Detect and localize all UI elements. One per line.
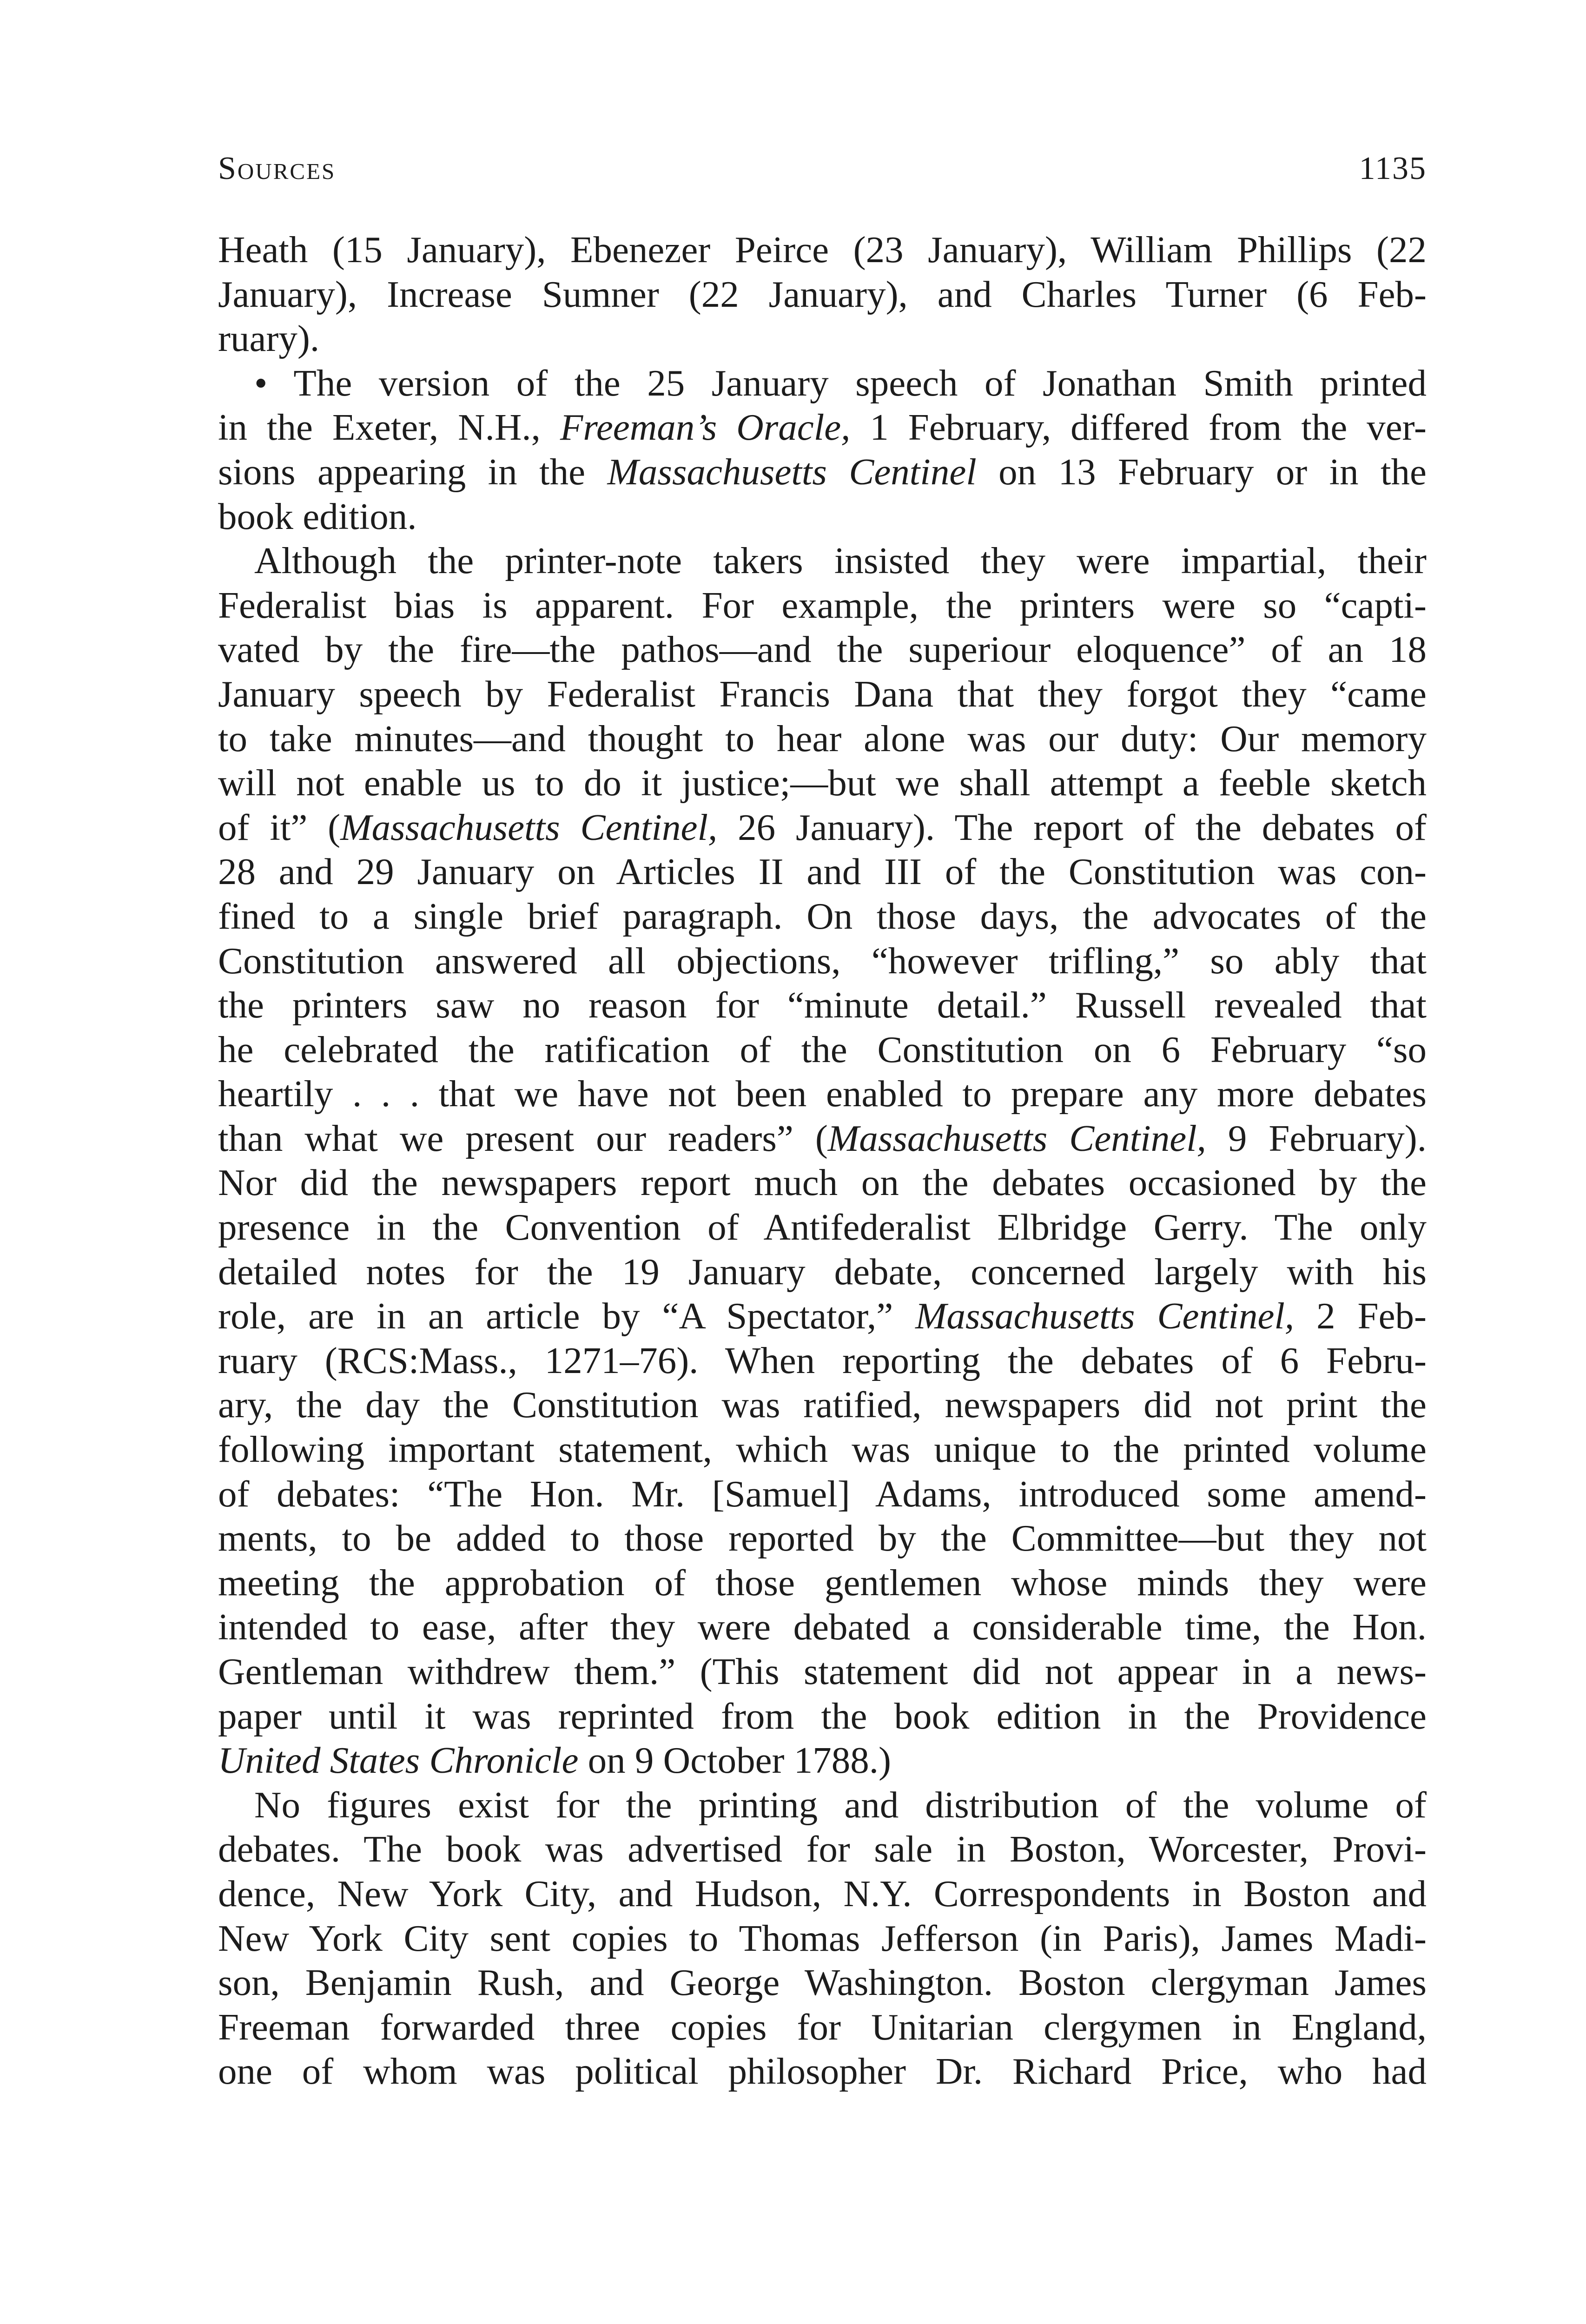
text-line: No figures exist for the printing and distribution of the volume of — [254, 1783, 1427, 1826]
text-line: Heath (15 January), Ebenezer Peirce (23 January), William Phillips (22 — [218, 229, 1427, 271]
text-line: fined to a single brief paragraph. On those days, the advocates of the — [218, 895, 1427, 937]
text-line: to take minutes—and thought to hear alone was our duty: Our memory — [218, 717, 1427, 759]
text-line: meeting the approbation of those gentlemen whose minds they were — [218, 1561, 1427, 1604]
text-line: ruary). — [218, 317, 320, 360]
text-line: Constitution answered all objections, “however trifling,” so ably that — [218, 939, 1427, 982]
text-line: the printers saw no reason for “minute detail.” Russell revealed that — [218, 984, 1427, 1026]
text-line: Federalist bias is apparent. For example, the printers were so “capti- — [218, 584, 1427, 626]
text-line: sions appearing in the Massachusetts Centinel on 13 February or in the — [218, 450, 1427, 493]
italic-title: Massachusetts Centinel, — [827, 1117, 1206, 1159]
text-line: January), Increase Sumner (22 January), and Charles Turner (6 Feb- — [218, 273, 1427, 315]
text-line: intended to ease, after they were debated a considerable time, the Hon. — [218, 1606, 1427, 1648]
page-number: 1135 — [1359, 151, 1427, 186]
text-line: United States Chronicle on 9 October 1788.) — [218, 1739, 892, 1782]
running-title: Sources — [218, 151, 336, 186]
italic-title: Massachusetts Centinel — [607, 450, 977, 493]
text-line: in the Exeter, N.H., Freeman’s Oracle, 1 February, differed from the ver- — [218, 406, 1427, 449]
text-line: vated by the fire—the pathos—and the superiour eloquence” of an 18 — [218, 628, 1427, 671]
text-line: one of whom was political philosopher Dr. Richard Price, who had — [218, 2050, 1427, 2093]
text-line: son, Benjamin Rush, and George Washington. Boston clergyman James — [218, 1961, 1427, 2004]
text-line: of it” (Massachusetts Centinel, 26 January). The report of the debates of — [218, 806, 1427, 848]
text-line: presence in the Convention of Antifederalist Elbridge Gerry. The only — [218, 1206, 1427, 1248]
text-line: paper until it was reprinted from the book edition in the Providence — [218, 1695, 1427, 1737]
italic-title: Massachusetts Centinel, — [340, 806, 718, 848]
text-line: debates. The book was advertised for sale in Boston, Worcester, Provi- — [218, 1828, 1427, 1870]
text-line: January speech by Federalist Francis Dana that they forgot they “came — [218, 673, 1427, 715]
text-line: Gentleman withdrew them.” (This statement did not appear in a news- — [218, 1651, 1427, 1692]
text-line: dence, New York City, and Hudson, N.Y. Correspondents in Boston and — [218, 1872, 1427, 1915]
text-line: role, are in an article by “A Spectator,” Massachusetts Centinel, 2 Feb- — [218, 1295, 1427, 1337]
text-line: than what we present our readers” (Massachusetts Centinel, 9 February). — [218, 1117, 1427, 1159]
text-line: of debates: “The Hon. Mr. [Samuel] Adams, introduced some amend- — [218, 1472, 1427, 1515]
text-line: book edition. — [218, 495, 417, 537]
text-line: Nor did the newspapers report much on the debates occasioned by the — [218, 1162, 1427, 1204]
text-line: New York City sent copies to Thomas Jefferson (in Paris), James Madi- — [218, 1917, 1427, 1959]
text-line: following important statement, which was unique to the printed volume — [218, 1428, 1427, 1471]
italic-title: Massachusetts Centinel, — [915, 1295, 1295, 1337]
running-head — [218, 148, 1427, 190]
text-line: ments, to be added to those reported by the Committee—but they not — [218, 1517, 1427, 1559]
text-line: he celebrated the ratification of the Constitution on 6 February “so — [218, 1028, 1427, 1070]
text-line: ary, the day the Constitution was ratified, newspapers did not print the — [218, 1384, 1427, 1426]
body-text — [218, 228, 1427, 2094]
text-line: • The version of the 25 January speech of Jonathan Smith printed — [254, 362, 1427, 404]
text-line: Although the printer-note takers insisted they were impartial, their — [254, 540, 1427, 582]
text-line: ruary (RCS:Mass., 1271–76). When reporting the debates of 6 Febru- — [218, 1339, 1427, 1381]
text-line: 28 and 29 January on Articles II and III of the Constitution was con- — [218, 851, 1427, 893]
text-line: detailed notes for the 19 January debate, concerned largely with his — [218, 1250, 1427, 1293]
italic-title: United States Chronicle — [218, 1739, 579, 1782]
text-line: heartily . . . that we have not been enabled to prepare any more debates — [218, 1073, 1427, 1115]
text-line: will not enable us to do it justice;—but we shall attempt a feeble sketch — [218, 762, 1427, 804]
italic-title: Freeman’s Oracle, — [560, 406, 851, 449]
text-line: Freeman forwarded three copies for Unitarian clergymen in England, — [218, 2006, 1427, 2048]
